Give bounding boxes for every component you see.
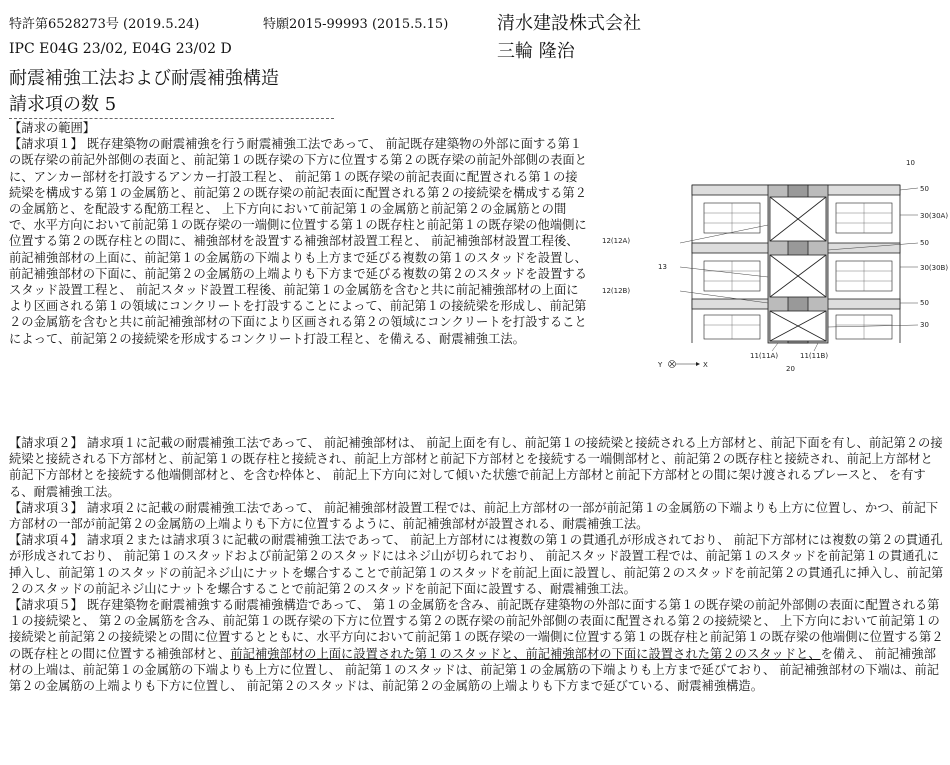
claim-5-part-b: を備え、 前記補強部材の上端は、前記第１の金属筋の下端よりも上方に位置し、 前記第１のスタッドは、前記第１の金属筋の下端よりも上方まで延びており、 前記補強部材の下端は、前記第２の金属筋の上端よりも下方に位置し、 前記第２のスタッドは、前記第２の金属筋の上端よりも下方まで延びている、耐震補強構造。 <box>9 646 940 694</box>
label-30a: 30(30A) <box>920 212 949 220</box>
label-13: 13 <box>658 263 667 271</box>
label-11a: 11(11A) <box>750 352 779 360</box>
claim-count: 請求項の数 5 <box>9 94 117 115</box>
label-50-mid: 50 <box>920 239 929 247</box>
label-11b: 11(11B) <box>800 352 829 360</box>
label-50-top: 50 <box>920 185 929 193</box>
claims-full-width <box>9 435 944 694</box>
label-10: 10 <box>906 159 915 167</box>
ipc-code: IPC E04G 23/02, E04G 23/02 D <box>9 41 232 57</box>
label-12a: 12(12A) <box>602 237 631 245</box>
label-50-bottom: 50 <box>920 299 929 307</box>
claim-1: 【請求項１】 既存建築物の耐震補強を行う耐震補強工法であって、 前記既存建築物の外部に面する第１の既存梁の前記外部側の表面と、前記第１の既存梁の下方に位置する第２の既存梁の前記外部側の表面とに、アンカー部材を打設するアンカー打設工程と、 前記第１の既存梁の前記表面に配置される第１の接続梁を構成する第１の金属筋と、前記第２の既存梁の前記表面に配置される第２の接続梁を構成する第２の金属筋と、を配設する配筋工程と、 上下方向において前記第１の金属筋と前記第２の金属筋との間で、水平方向において前記第１の既存梁の一端側に位置する第１の既存柱と前記第１の既存梁の他端側に位置する第２の既存柱との間に、補強部材を設置する補強部材設置工程と、 前記補強部材設置工程後、前記補強部材の上面に、前記第１の金属筋の下端よりも上方まで延びる複数の第１のスタッドを設置し、前記補強部材の下面に、前記第２の金属筋の上端よりも下方まで延びる複数の第２のスタッドを設置するスタッド設置工程と、 前記スタッド設置工程後、前記第１の金属筋を含むと共に前記補強部材の上面により区画される第１の領域にコンクリートを打設することによって、前記第１の接続梁を形成し、前記第２の金属筋を含むと共に前記補強部材の下面により区画される第２の領域にコンクリートを打設することによって、前記第２の接続梁を形成するコンクリート打設工程と、を備える、耐震補強工法。 <box>9 137 587 346</box>
inventor: 三輪 隆治 <box>497 41 575 62</box>
claim-4: 【請求項４】 請求項２または請求項３に記載の耐震補強工法であって、 前記上方部材には複数の第１の貫通孔が形成されており、 前記下方部材には複数の第２の貫通孔が形成されており、 前記第１のスタッドおよび前記第２のスタッドにはネジ山が切られており、 前記スタッド設置工程では、前記第１のスタッドを前記第１の貫通孔に挿入し、前記第１のスタッドの前記ネジ山にナットを螺合することで前記第１のスタッドを前記上面に設置し、前記第２のスタッドを前記第２の貫通孔に挿入し、前記第２のスタッドの前記ネジ山にナットを螺合することで前記第２のスタッドを前記下面に設置する、耐震補強工法。 <box>9 533 944 596</box>
claims-column <box>9 120 589 347</box>
building-elevation-figure <box>600 155 949 385</box>
invention-title: 耐震補強工法および耐震補強構造 <box>9 68 279 89</box>
claim-3: 【請求項３】 請求項２に記載の耐震補強工法であって、 前記補強部材設置工程では、前記上方部材の一部が前記第１の金属筋の下端よりも上方に位置し、かつ、前記下方部材の一部が前記第２の金属筋の上端よりも下方に位置するように、前記補強部材が設置される、耐震補強工法。 <box>9 500 939 532</box>
label-30b: 30(30B) <box>920 264 949 272</box>
label-20: 20 <box>786 365 795 373</box>
claim-5 <box>9 597 944 694</box>
patent-number: 特許第6528273号 (2019.5.24) <box>9 17 200 32</box>
axis-x-label: X <box>703 361 708 369</box>
axis-y-label: Y <box>658 361 663 369</box>
label-12b: 12(12B) <box>602 287 631 295</box>
label-30: 30 <box>920 321 929 329</box>
divider <box>9 118 334 119</box>
application-number: 特願2015-99993 (2015.5.15) <box>263 17 449 32</box>
claim-5-part-a: 【請求項５】 既存建築物を耐震補強する耐震補強構造であって、 第１の金属筋を含み、前記既存建築物の外部に面する第１の既存梁の前記外部側の表面に配置される第１の接続梁と、 第２の金属筋を含み、前記第１の既存梁の下方に位置する第２の既存梁の前記外部側の表面に配置される第２の接続梁と、 上下方向において前記第１の接続梁と前記第２の接続梁との間に位置するとともに、水平方向において前記第１の既存梁の一端側に位置する第１の既存柱と前記第１の既存梁の他端側に位置する第２の既存柱との間に位置する補強部材と、 <box>9 598 944 661</box>
claim-5-underlined: 前記補強部材の上面に設置された第１のスタッドと、前記補強部材の下面に設置された第２のスタッドと、 <box>230 646 821 661</box>
claim-2: 【請求項２】 請求項１に記載の耐震補強工法であって、 前記補強部材は、 前記上面を有し、前記第１の接続梁と接続される上方部材と、前記下面を有し、前記第２の接続梁と接続される下方部材と、前記第１の既存柱と接続され、前記上方部材と前記下方部材とを接続する一端側部材と、前記第２の既存柱と接続され、前記上方部材と前記下方部材とを接続する他端側部材と、を含む枠体と、 前記上下方向に対して傾いた状態で前記上方部材と前記下方部材との間に架け渡されるブレースと、 を有する、耐震補強工法。 <box>9 436 943 499</box>
claims-heading: 【請求の範囲】 <box>9 121 96 135</box>
assignee: 清水建設株式会社 <box>497 13 641 34</box>
